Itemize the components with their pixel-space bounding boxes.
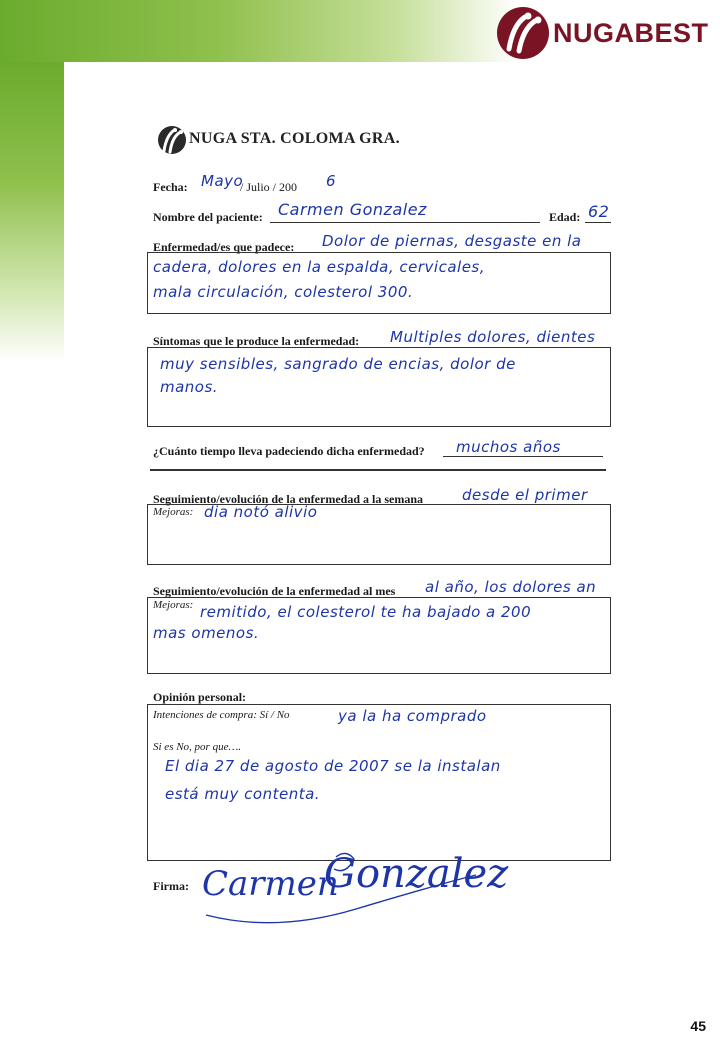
sintomas-label: Síntomas que le produce la enfermedad:	[153, 334, 360, 348]
tiempo-value: muchos años	[456, 438, 561, 456]
fecha-year-digit: 6	[326, 172, 337, 190]
fecha-label: Fecha:	[153, 180, 188, 194]
sintomas-line-3: manos.	[160, 378, 219, 396]
divider	[150, 469, 606, 471]
mes-mejoras-line-1: remitido, el colesterol te ha bajado a 200	[200, 603, 532, 621]
semana-inline: desde el primer	[462, 486, 588, 504]
fecha-month: Mayo	[201, 172, 244, 190]
tiempo-label: ¿Cuánto tiempo lleva padeciendo dicha enfermedad?	[153, 444, 425, 458]
enfermedad-label: Enfermedad/es que padece:	[153, 240, 295, 254]
fecha-printed: / Julio / 200	[240, 180, 298, 194]
opinion-label: Opinión personal:	[153, 690, 247, 704]
mes-inline: al año, los dolores an	[425, 578, 597, 596]
nombre-line	[270, 222, 540, 223]
nugabest-logo-icon	[495, 5, 551, 61]
mes-mejoras-label: Mejoras:	[153, 599, 194, 611]
opinion-line-1: El dia 27 de agosto de 2007 se la instalan	[165, 757, 501, 775]
opinion-line-2: está muy contenta.	[165, 785, 321, 803]
svg-text:Carmen: Carmen	[202, 864, 339, 904]
mes-label: Seguimiento/evolución de la enfermedad al mes	[153, 584, 396, 598]
svg-text:Gonzalez: Gonzalez	[324, 851, 509, 897]
edad-value: 62	[588, 202, 610, 221]
form-logo-text: NUGA STA. COLOMA GRA.	[189, 130, 400, 147]
brand-name: NUGABEST	[553, 18, 709, 48]
tiempo-line	[443, 456, 603, 457]
page-number: 45	[690, 1018, 706, 1034]
mes-mejoras-line-2: mas omenos.	[153, 624, 260, 642]
porque-label: Si es No, por que….	[153, 741, 241, 753]
form-logo	[157, 120, 417, 160]
nombre-label: Nombre del paciente:	[153, 210, 263, 224]
semana-mejoras-label: Mejoras:	[153, 506, 194, 518]
semana-label: Seguimiento/evolución de la enfermedad a la semana	[153, 492, 423, 506]
semana-mejoras-value: dia notó alivio	[204, 503, 318, 521]
nugabest-logo	[495, 5, 710, 61]
sintomas-line-1: Multiples dolores, dientes	[390, 328, 596, 346]
intenciones-label: Intenciones de compra: Sí / No	[153, 709, 290, 721]
edad-label: Edad:	[549, 210, 581, 224]
enfermedad-line-3: mala circulación, colesterol 300.	[153, 283, 414, 301]
enfermedad-line-2: cadera, dolores en la espalda, cervicales,	[153, 258, 486, 276]
opinion-box	[147, 704, 611, 861]
sintomas-line-2: muy sensibles, sangrado de encias, dolor de	[160, 355, 516, 373]
signature-icon	[196, 845, 509, 940]
nombre-value: Carmen Gonzalez	[278, 200, 427, 219]
edad-line	[585, 222, 611, 223]
intenciones-value: ya la ha comprado	[338, 707, 487, 725]
firma-label: Firma:	[153, 879, 189, 893]
left-green-band	[0, 62, 64, 362]
nuga-logo-icon	[157, 123, 187, 157]
enfermedad-line-1: Dolor de piernas, desgaste en la	[322, 232, 582, 250]
